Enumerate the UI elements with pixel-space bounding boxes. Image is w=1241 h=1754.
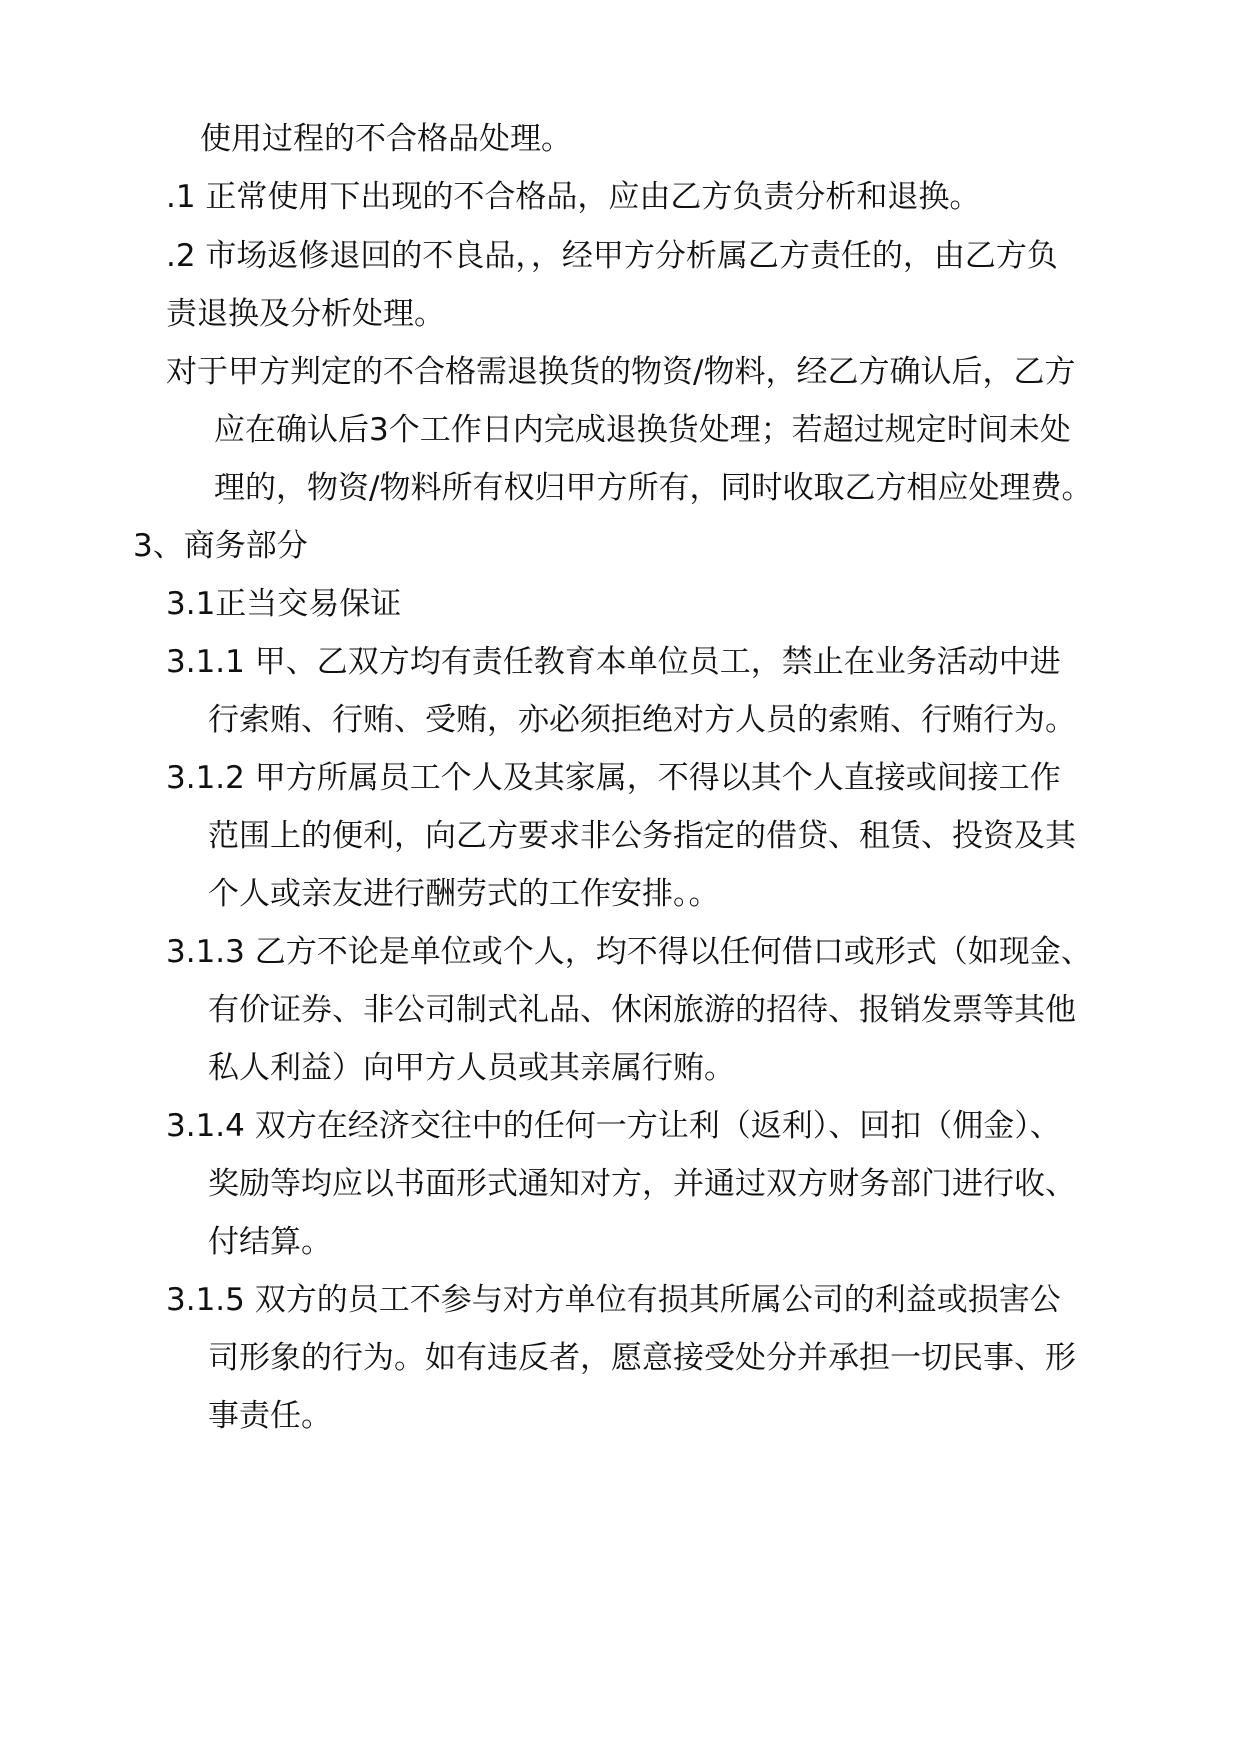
text-line: 3.1.1 甲、乙双方均有责任教育本单位员工，禁止在业务活动中进: [166, 644, 1061, 680]
text-line: 应在确认后3个工作日内完成退换货处理；若超过规定时间未处: [214, 412, 1071, 448]
text-line: .2 市场返修退回的不良品，，经甲方分析属乙方责任的，由乙方负: [166, 238, 1058, 274]
text-line: 对于甲方判定的不合格需退换货的物资/物料，经乙方确认后，乙方: [166, 354, 1076, 390]
text-line: 付结算。: [208, 1224, 332, 1260]
section-heading: 3、商务部分: [133, 528, 308, 564]
text-line: 事责任。: [208, 1398, 332, 1434]
text-line: 3.1.4 双方在经济交往中的任何一方让利（返利）、回扣（佣金）、: [166, 1108, 1061, 1144]
text-line: 3.1.2 甲方所属员工个人及其家属，不得以其个人直接或间接工作: [166, 760, 1061, 796]
text-line: 司形象的行为。如有违反者，愿意接受处分并承担一切民事、形: [208, 1340, 1076, 1376]
text-line: 3.1.5 双方的员工不参与对方单位有损其所属公司的利益或损害公: [166, 1282, 1061, 1318]
text-line: .1 正常使用下出现的不合格品，应由乙方负责分析和退换。: [166, 179, 981, 215]
text-line: 私人利益）向甲方人员或其亲属行贿。: [208, 1050, 735, 1086]
text-line: 责退换及分析处理。: [166, 296, 445, 332]
text-line: 范围上的便利，向乙方要求非公务指定的借贷、租赁、投资及其: [208, 818, 1076, 854]
text-line: 奖励等均应以书面形式通知对方，并通过双方财务部门进行收、: [208, 1166, 1076, 1202]
text-line: 行索贿、行贿、受贿，亦必须拒绝对方人员的索贿、行贿行为。: [208, 702, 1076, 738]
text-line: 有价证券、非公司制式礼品、休闲旅游的招待、报销发票等其他: [208, 992, 1076, 1028]
subsection-heading: 3.1正当交易保证: [166, 586, 402, 622]
text-line: 理的，物资/物料所有权归甲方所有，同时收取乙方相应处理费。: [214, 470, 1093, 506]
text-line: 个人或亲友进行酬劳式的工作安排。。: [208, 876, 720, 912]
text-line: 3.1.3 乙方不论是单位或个人，均不得以任何借口或形式（如现金、: [166, 934, 1092, 970]
text-line: 使用过程的不合格品处理。: [200, 121, 572, 157]
